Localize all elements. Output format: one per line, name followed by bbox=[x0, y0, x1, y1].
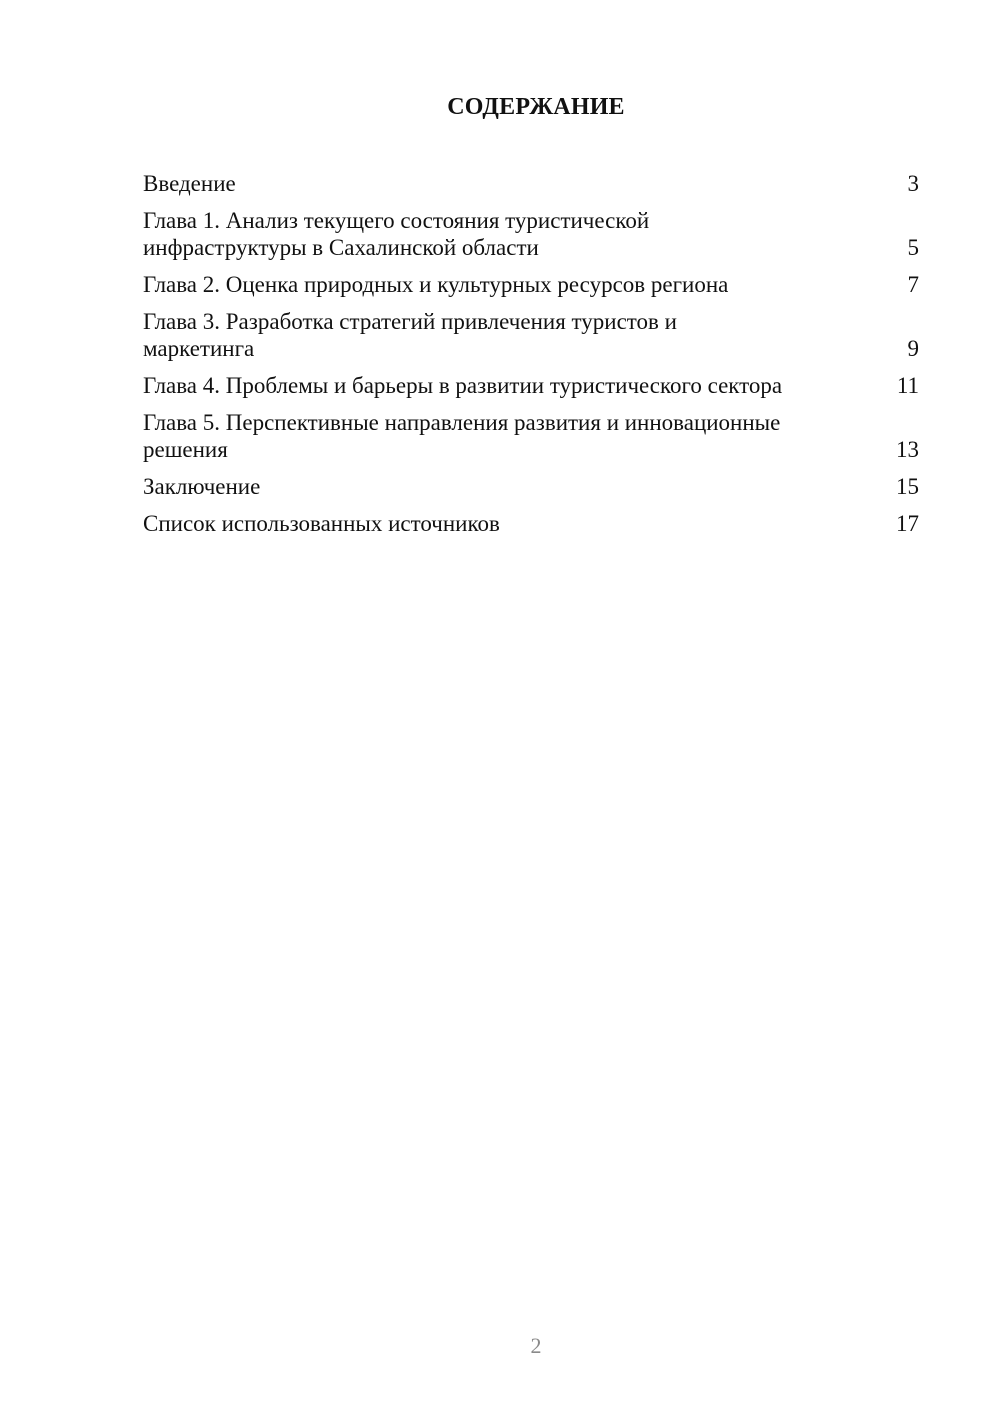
toc-entry-page: 13 bbox=[896, 437, 919, 462]
toc-entry-page: 15 bbox=[896, 474, 919, 499]
toc-entry-chapter-2 bbox=[143, 271, 919, 298]
toc-entry-text: Глава 3. Разработка стратегий привлечения туристов и маркетинга bbox=[143, 309, 677, 361]
toc-entry-chapter-5 bbox=[143, 409, 919, 463]
toc-entry-introduction bbox=[143, 170, 919, 197]
toc-entry-chapter-4 bbox=[143, 372, 919, 399]
toc-entry-text: Глава 1. Анализ текущего состояния туристической инфраструктуры в Сахалинской области bbox=[143, 208, 650, 260]
toc-entry-references bbox=[143, 510, 919, 537]
toc-entry-page: 3 bbox=[907, 171, 919, 196]
toc-entry-chapter-3 bbox=[143, 308, 919, 362]
toc-entry-page: 11 bbox=[896, 373, 919, 398]
toc-entry-text: Список использованных источников bbox=[143, 511, 500, 536]
toc-entry-chapter-1 bbox=[143, 207, 919, 261]
toc-entry-text: Введение bbox=[143, 171, 236, 196]
toc-entry-conclusion bbox=[143, 473, 919, 500]
toc-entry-page: 5 bbox=[907, 235, 919, 260]
toc-entry-text: Глава 2. Оценка природных и культурных ресурсов региона bbox=[143, 272, 729, 297]
toc-entry-text: Заключение bbox=[143, 474, 261, 499]
toc-entry-text: Глава 4. Проблемы и барьеры в развитии туристического сектора bbox=[143, 373, 783, 398]
toc-title: СОДЕРЖАНИЕ bbox=[447, 94, 625, 120]
toc-entry-text: Глава 5. Перспективные направления развития и инновационные решения bbox=[143, 410, 781, 462]
toc-entry-page: 9 bbox=[907, 336, 919, 361]
toc-entry-page: 17 bbox=[896, 511, 919, 536]
toc-entry-page: 7 bbox=[907, 272, 919, 297]
page-number: 2 bbox=[530, 1333, 542, 1358]
table-of-contents bbox=[143, 170, 919, 547]
